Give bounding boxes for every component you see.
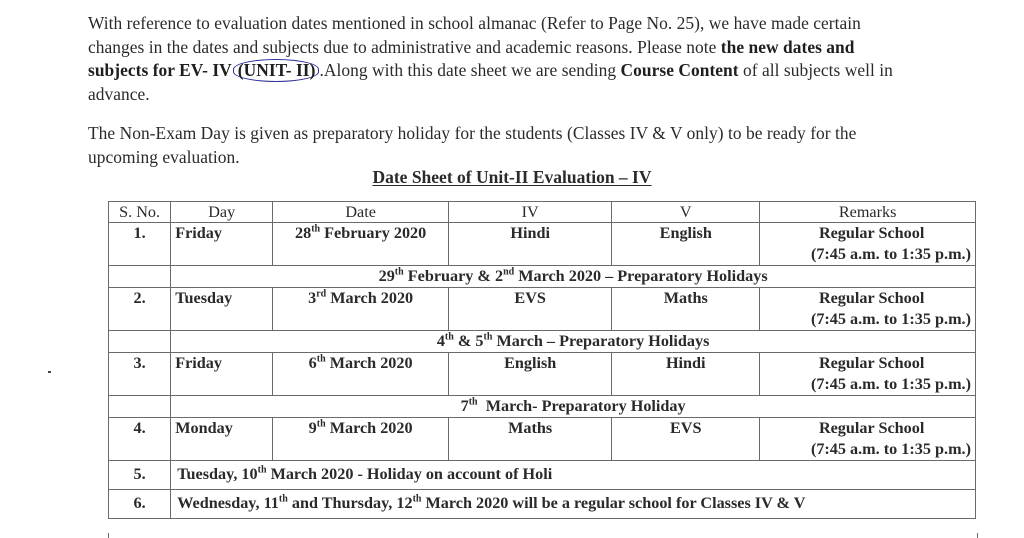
cell-empty [109,331,171,353]
cell-sno: 2. [109,288,171,331]
cell-sno: 5. [109,461,171,490]
holiday-text: 4th & 5th March – Preparatory Holidays [171,331,976,353]
cell-iv: EVS [449,288,612,331]
header-date: Date [273,202,449,223]
holiday-row [109,331,976,353]
cell-remarks: Regular School (7:45 a.m. to 1:35 p.m.) [760,418,976,461]
cell-remarks: Regular School (7:45 a.m. to 1:35 p.m.) [760,353,976,396]
reference-paragraph [88,12,918,106]
holiday-row [109,266,976,288]
paragraph1-text-start: With reference to evaluation dates mentioned in school almanac (Refer to Page No. 25), we have made certain changes in the dates and subjects due to administrative and academic reasons. Please note [88,13,861,57]
cell-day: Friday [171,353,273,396]
holi-holiday-text: Tuesday, 10th March 2020 - Holiday on account of Holi [171,461,976,490]
circled-unit-ii: (UNIT- II) [233,59,320,82]
cell-remarks: Regular School (7:45 a.m. to 1:35 p.m.) [760,288,976,331]
header-day: Day [171,202,273,223]
table-row [109,461,976,490]
scan-speck [48,371,51,373]
holiday-text: 29th February & 2nd March 2020 – Preparatory Holidays [171,266,976,288]
cell-date: 3rd March 2020 [273,288,449,331]
cropped-top-line [88,0,688,6]
cell-iv: Hindi [449,223,612,266]
cell-day: Monday [171,418,273,461]
cell-v: EVS [612,418,760,461]
holiday-text: 7th March- Preparatory Holiday [171,396,976,418]
cell-empty [109,266,171,288]
cell-v: English [612,223,760,266]
cell-v: Maths [612,288,760,331]
paragraph1-text-middle: .Along with this date sheet we are sending [319,60,621,80]
header-iv: IV [449,202,612,223]
cell-sno: 4. [109,418,171,461]
paragraph1-bold-course-content: Course Content [620,60,739,80]
table-continuation [108,533,978,538]
date-sheet-heading: Date Sheet of Unit-II Evaluation – IV [372,167,652,187]
cell-date: 28th February 2020 [273,223,449,266]
cell-iv: Maths [449,418,612,461]
regular-school-text: Wednesday, 11th and Thursday, 12th March 2020 will be a regular school for Classes IV & V [171,490,976,519]
table-row [109,353,976,396]
header-sno: S. No. [109,202,171,223]
cell-sno: 1. [109,223,171,266]
table-row [109,490,976,519]
cell-remarks: Regular School (7:45 a.m. to 1:35 p.m.) [760,223,976,266]
cell-day: Friday [171,223,273,266]
table-header-row [109,202,976,223]
holiday-row [109,396,976,418]
non-exam-day-paragraph: The Non-Exam Day is given as preparatory holiday for the students (Classes IV & V only) to be ready for the upcoming evaluation. [88,123,857,167]
table-row [109,223,976,266]
table-row [109,418,976,461]
cell-iv: English [449,353,612,396]
header-remarks: Remarks [760,202,976,223]
cell-sno: 3. [109,353,171,396]
cell-v: Hindi [612,353,760,396]
cell-empty [109,396,171,418]
date-sheet-table [108,201,976,519]
paragraph1-bold-new-dates: the new dates and subjects for EV- IV [88,36,855,80]
cell-date: 9th March 2020 [273,418,449,461]
cell-date: 6th March 2020 [273,353,449,396]
cell-day: Tuesday [171,288,273,331]
cell-sno: 6. [109,490,171,519]
header-v: V [612,202,760,223]
table-row [109,288,976,331]
paragraph1-text-end: of all subjects well in advance. [88,60,893,104]
